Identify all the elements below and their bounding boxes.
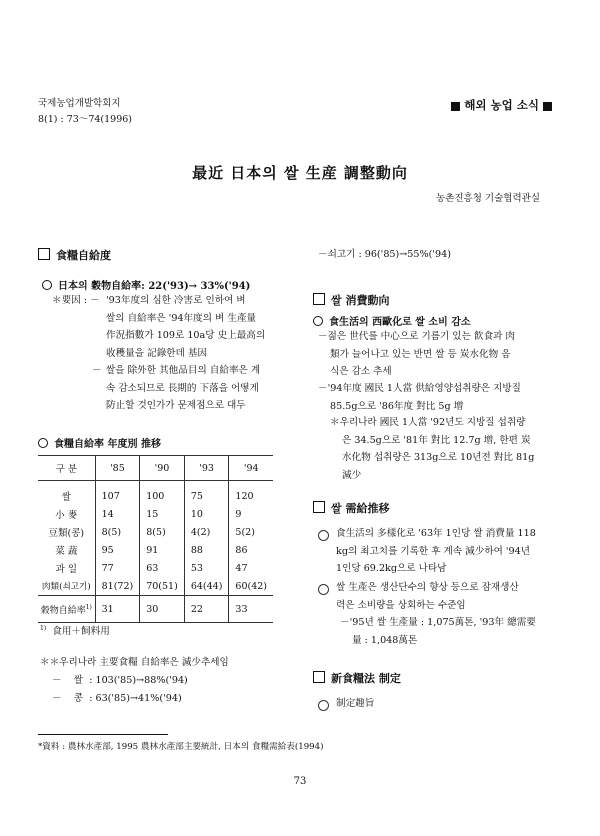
dash: －: [52, 675, 62, 686]
table-cell: 22: [184, 596, 229, 623]
table-cell: 8(5): [140, 523, 185, 541]
checkbox-square-icon: [313, 671, 325, 683]
subheading-label: 日本의 穀物自給率: 22('93)→ 33%('94): [58, 281, 251, 292]
author-line: 농촌진흥청 기술협력관실: [436, 193, 540, 204]
square-bullet-icon: [543, 102, 552, 111]
footnote-mark: 1): [40, 625, 47, 632]
table-cell: 10: [184, 505, 229, 523]
checkbox-square-icon: [38, 248, 50, 260]
table-cell: 47: [229, 559, 273, 577]
subheading-table: [38, 435, 161, 450]
table-cell: 95: [95, 541, 140, 559]
self-sufficiency-table: [38, 455, 273, 623]
section-heading-supply: [313, 500, 389, 516]
trend-soybean: [52, 690, 182, 708]
trend-value: : 103('85)→88%('94): [89, 675, 188, 686]
table-cell: 81(72): [95, 577, 140, 596]
table-header-cell: 구 분: [38, 456, 95, 481]
text-line: 水化物 섭취량은 313g으로 10년전 對比 81g: [342, 452, 535, 463]
table-cell: 30: [140, 596, 185, 623]
text-line: 收穫量을 記錄한데 基因: [106, 347, 208, 359]
text-line: kg의 최고치를 기록한 후 계속 減少하여 '94년: [336, 545, 531, 557]
checkbox-square-icon: [313, 293, 325, 305]
supply-2: [336, 579, 583, 614]
table-cell: 120: [229, 481, 273, 506]
table-header-cell: '90: [140, 456, 185, 481]
circle-bullet-icon: [318, 700, 329, 711]
table-cell: 63: [140, 559, 185, 577]
supply-3: [340, 614, 583, 649]
factor-2: [106, 362, 296, 415]
text-line: －젊은 世代를 中心으로 기름기 있는 飮食과 肉: [318, 331, 515, 342]
footnote-divider: [38, 734, 168, 735]
text-line: 력은 소비량을 상회하는 수준임: [336, 599, 466, 611]
table-cell: 100: [140, 481, 185, 506]
section-heading-label: 新食糧法 制定: [331, 672, 401, 685]
text-line: 防止할 것인가가 문제점으로 대두: [106, 400, 246, 411]
table-header-row: [38, 456, 273, 481]
text-line: 食生活의 多樣化로 '63年 1인당 쌀 消費量 118: [336, 528, 536, 539]
table-cell: 33: [229, 596, 273, 623]
text-line: 1인당 69.2kg으로 나타남: [336, 563, 447, 574]
table-cell: 88: [184, 541, 229, 559]
table: [38, 455, 273, 623]
factor-1: [106, 292, 296, 362]
section-heading-label: 食糧自給度: [56, 249, 111, 262]
section-heading-label: 쌀 需給推移: [331, 502, 390, 515]
checkbox-square-icon: [313, 501, 325, 513]
dash: －: [52, 693, 62, 704]
text-line: 量 : 1,048萬톤: [352, 634, 418, 646]
article-title: 最近 日本의 쌀 生産 調整動向: [192, 164, 408, 182]
beef-line: －쇠고기 : 96('85)→55%('94): [318, 249, 451, 260]
table-header-cell: '85: [95, 456, 140, 481]
table-cell: 5(2): [229, 523, 273, 541]
table-row: [38, 559, 273, 577]
table-note-text: 食用＋飼料用: [52, 626, 110, 638]
subheading-westernization: [313, 313, 471, 328]
table-cell: 60(42): [229, 577, 273, 596]
table-cell: 과 일: [55, 564, 77, 575]
table-cell: 8(5): [95, 523, 140, 541]
text-line: 85.5g으로 '86年度 對比 5g 增: [330, 400, 464, 412]
trend-rice: [52, 672, 188, 690]
subheading-label: 食糧自給率 年度別 推移: [54, 439, 161, 450]
table-cell: 75: [184, 481, 229, 506]
text-line: 쌀 生產은 생산단수의 향상 등으로 잠재생산: [336, 582, 519, 593]
table-row: [38, 541, 273, 559]
table-header-cell: '93: [184, 456, 229, 481]
section-heading-self-sufficiency: [38, 247, 111, 263]
table-cell: 4(2): [184, 523, 229, 541]
section-heading-food-law: [313, 670, 401, 686]
text-line: －'95년 쌀 生產量 : 1,075萬톤, '93年 總需要: [340, 617, 536, 628]
text-line: 쌀의 自給率은 '94年度의 벼 生產量: [106, 312, 257, 324]
table-cell: [38, 596, 95, 623]
section-tag-label: 해외 농업 소식: [464, 98, 539, 112]
table-cell: 107: [95, 481, 140, 506]
text-line: 은 34.5g으로 '81年 對比 12.7g 增, 한편 炭: [342, 434, 531, 446]
total-label: 穀物自給率: [40, 605, 86, 616]
table-row: [38, 505, 273, 523]
square-bullet-icon: [451, 102, 460, 111]
trend-label: 쌀: [73, 675, 84, 686]
circle-bullet-icon: [42, 280, 52, 290]
table-cell: 53: [184, 559, 229, 577]
trend-label: 콩: [73, 693, 84, 704]
table-row: [38, 523, 273, 541]
table-header-cell: '94: [229, 456, 273, 481]
table-cell: 86: [229, 541, 273, 559]
circle-bullet-icon: [318, 584, 329, 595]
table-note: [40, 620, 110, 641]
table-cell: 쌀: [61, 492, 71, 503]
consumption-3: [330, 414, 583, 484]
journal-volume: 8(1) : 73～74(1996): [38, 114, 133, 125]
section-tag: [447, 97, 556, 113]
table-cell: 豆類(콩): [48, 528, 85, 539]
table-total-row: [38, 596, 273, 623]
table-cell: 31: [95, 596, 140, 623]
table-cell: 14: [95, 505, 140, 523]
table-cell: 15: [140, 505, 185, 523]
factor-label: ＊要因 : －: [52, 295, 100, 306]
trend-title: ＊＊우리나라 主要食糧 自給率은 減少추세임: [40, 657, 229, 668]
text-line: 속 감소되므로 長期的 下落을 어떻게: [106, 382, 259, 394]
trend-value: : 63('85)→41%('94): [89, 693, 182, 704]
factor-2-dash: －: [92, 365, 102, 376]
circle-bullet-icon: [38, 438, 48, 448]
text-line: 減少: [342, 469, 362, 481]
journal-name: 국제농업개발학회지: [38, 98, 121, 109]
text-line: 類가 늘어나고 있는 반면 쌀 등 炭水化物 음: [330, 348, 511, 360]
section-heading-consumption: [313, 292, 389, 308]
table-cell: 菜 蔬: [55, 546, 78, 557]
consumption-2: [318, 380, 583, 415]
page-number: 73: [293, 776, 307, 787]
circle-bullet-icon: [318, 530, 329, 541]
text-line: 식은 감소 추세: [330, 366, 392, 377]
circle-bullet-icon: [313, 316, 323, 326]
table-cell: 小 麥: [55, 510, 78, 521]
text-line: 쌀을 除外한 其他品目의 自給率은 계: [106, 365, 261, 376]
footnote-mark: 1): [85, 603, 92, 611]
section-heading-label: 쌀 消費動向: [331, 294, 390, 307]
text-line: －'94年度 國民 1人當 供給영양섭취량은 지방질: [318, 383, 521, 394]
footnote: *資料 : 農林水產部, 1995 農林水產部主要統計, 日本의 食糧需給表(1994): [38, 742, 324, 752]
food-law-purpose: 制定趣旨: [336, 698, 375, 709]
table-cell: 70(51): [140, 577, 185, 596]
subheading-label: 食生活의 西歐化로 쌀 소비 감소: [329, 317, 471, 328]
consumption-1: [318, 328, 583, 381]
table-row: [38, 481, 273, 506]
table-row: [38, 577, 273, 596]
table-cell: 91: [140, 541, 185, 559]
table-cell: 9: [229, 505, 273, 523]
journal-info: [38, 96, 132, 128]
text-line: '93年度의 심한 冷害로 인하여 벼: [106, 295, 246, 306]
table-cell: 肉類(쇠고기): [41, 582, 91, 592]
subheading-grain-rate: [42, 277, 250, 292]
text-line: 作況指數가 109로 10a당 史上最高의: [106, 330, 266, 341]
text-line: ＊우리나라 國民 1人當 '92년도 지방질 섭취량: [330, 417, 526, 428]
table-cell: 77: [95, 559, 140, 577]
table-cell: 64(44): [184, 577, 229, 596]
supply-1: [336, 525, 583, 578]
